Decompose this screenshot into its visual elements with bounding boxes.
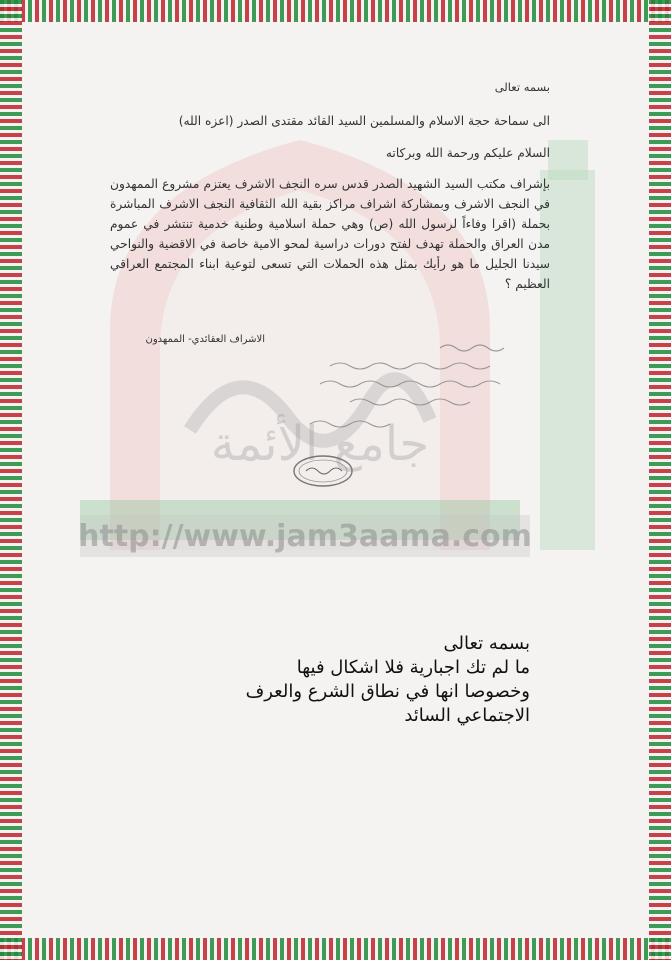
decorative-border-bottom [0,938,671,960]
handwritten-annotation [290,340,530,440]
letter-body: بإشراف مكتب السيد الشهيد الصدر قدس سره النجف الاشرف يعتزم مشروع الممهدون في النجف الاشرف وبمشاركة اشراف مراكز بقية الله الثقافية النجف الاشرف المباشرة بحملة (اقرا وفاءاً لرسول الله (ص) وهي حملة اسلامية وطنية خدمية تنتشر في عموم مدن العراق والحملة تهدف لفتح دورات دراسية لمحو الامية خاصة في الاقضية والنواحي سيدنا الجليل ما هو رأيك بمثل هذه الحملات التي تسعى لتوعية ابناء المجتمع العراقي العظيم ؟ [110,177,550,291]
watermark-logo-text: جامع الأئمة [210,416,430,472]
decorative-border-left [0,0,22,960]
letter-addressee: الى سماحة حجة الاسلام والمسلمين السيد القائد مقتدى الصدر (اعزه الله) [178,114,550,128]
seal-stamp [292,454,354,488]
letter-greeting: السلام عليكم ورحمة الله وبركاته [385,146,550,160]
letter-basmala: بسمه تعالى [494,80,550,94]
reply-line: الاجتماعي السائد [404,705,530,726]
decorative-border-top [0,0,671,22]
letter-signature: الاشراف العقائدي- الممهدون [145,334,265,345]
reply-line: ما لم تك اجبارية فلا اشكال فيها [296,657,530,678]
decorative-border-right [649,0,671,960]
reply-line: وخصوصا انها في نطاق الشرع والعرف [245,681,530,702]
reply-line: بسمه تعالى [443,633,530,654]
letter [110,80,550,345]
watermark-url: http://www.jam3aama.com [78,519,532,554]
reply [245,632,530,728]
